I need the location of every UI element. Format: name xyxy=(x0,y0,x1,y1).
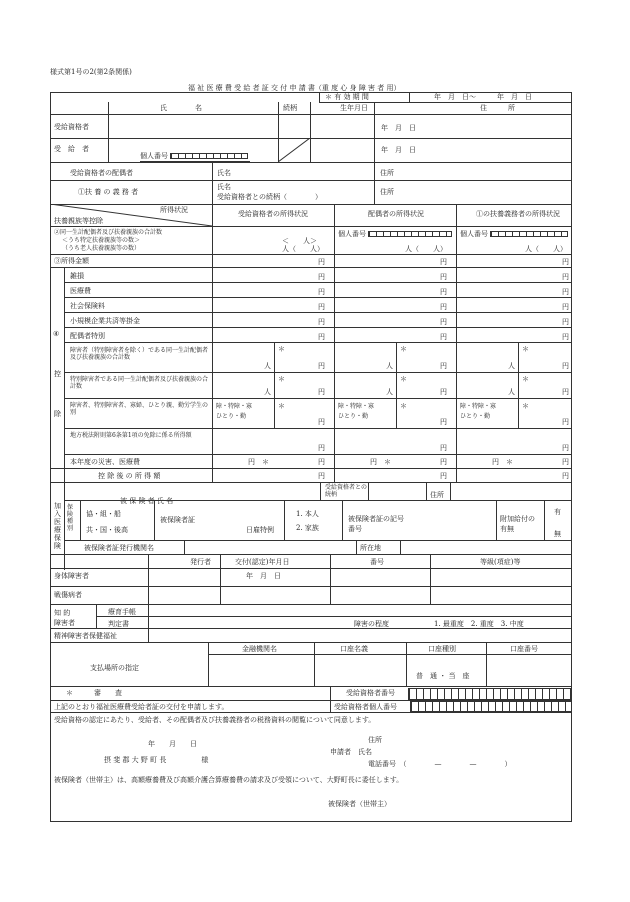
eligible-personal-label: 受給資格者個人番号 xyxy=(334,703,397,711)
judgement-label: 判定書 xyxy=(108,620,129,628)
intellectual-a: 知 的 xyxy=(54,609,71,617)
yen: 円 xyxy=(562,362,569,370)
person: 人 xyxy=(508,388,515,396)
yen: 円 xyxy=(562,388,569,396)
star: ＊ xyxy=(262,458,269,466)
row2-total: ②同一生計配偶者及び扶養親族の合計数 xyxy=(54,229,163,236)
yen: 円 xyxy=(318,333,325,341)
widow-options[interactable]: ひとり・勤 xyxy=(338,413,369,420)
star: ＊ xyxy=(522,402,529,410)
supporter-personal-no[interactable] xyxy=(490,231,568,237)
col-supporter-income: ①の扶養義務者の所得状況 xyxy=(476,210,560,218)
yen: 円 xyxy=(440,458,447,466)
application-date[interactable]: 年 月 日 xyxy=(148,740,197,748)
yen: 円 xyxy=(318,388,325,396)
person: 人 xyxy=(386,362,393,370)
consent-statement: 受給資格の認定にあたり、受給者、その配偶者及び扶養義務者の税務資料の閲覧について同意します。 xyxy=(54,716,376,724)
personal-number-boxes[interactable] xyxy=(170,153,248,159)
intellectual-b: 障害者 xyxy=(54,619,75,627)
degree-label: 障害の程度 xyxy=(354,620,389,628)
insurance-type: 保険種別 xyxy=(67,504,74,532)
ded-social: 社会保険料 xyxy=(70,302,105,310)
yen: 円 xyxy=(562,258,569,266)
account-number-header: 口座番号 xyxy=(510,645,538,653)
benefit-no[interactable]: 無 xyxy=(554,530,561,538)
yen: 円 xyxy=(440,333,447,341)
star: ＊ xyxy=(522,345,529,353)
apply-statement: 上記のとおり福祉医療費受給者証の交付を申請します。 xyxy=(54,703,229,711)
physical-date[interactable]: 年 月 日 xyxy=(246,572,281,580)
yen: 円 xyxy=(318,444,325,452)
star: ＊ xyxy=(400,402,407,410)
ded-disaster: 本年度の災害、医療費 xyxy=(70,458,140,466)
row-eligible: 受給資格者 xyxy=(54,123,89,131)
delegation-statement: 被保険者（世帯主）は、高額療養費及び高額介護合算療養費の請求及び受領について、大野町長に委任します。 xyxy=(54,776,404,784)
yen: 円 xyxy=(562,273,569,281)
yen: 円 xyxy=(440,273,447,281)
yen: 円 xyxy=(562,303,569,311)
insured-name: 被 保 険 者 氏 名 xyxy=(120,497,174,505)
mental-health: 精神障害者保健福祉 xyxy=(54,632,117,640)
number-header: 番号 xyxy=(370,558,384,566)
card-number-label: 被保険者証の記号番号 xyxy=(348,515,404,533)
validity-label: ＊ 有 効 期 間 xyxy=(325,93,369,101)
yen: 円 xyxy=(440,362,447,370)
yen: 円 xyxy=(440,303,447,311)
yen: 円 xyxy=(562,333,569,341)
insured-head-signature[interactable]: 被保険者（世帯主） xyxy=(328,800,391,808)
yen: 円 xyxy=(248,458,255,466)
yen: 円 xyxy=(440,288,447,296)
col-address: 住 所 xyxy=(480,104,515,112)
recipient-dob[interactable]: 年 月 日 xyxy=(381,146,416,154)
supporter-relation[interactable]: 受給資格者との続柄（ ） xyxy=(217,193,322,201)
supporter-label: ①扶 養 の 義 務 者 xyxy=(78,188,139,196)
row2-elderly: （うち老人扶養親族等の数） xyxy=(62,245,141,252)
applicant-address[interactable]: 住所 xyxy=(368,736,382,744)
yen: 円 xyxy=(318,418,325,426)
deduction-header: 扶養親族等控除 xyxy=(54,217,103,225)
spouse-elderly-count[interactable]: 人（ 人） xyxy=(405,245,447,253)
supporter-address[interactable]: 住所 xyxy=(380,188,394,196)
yen: 円 xyxy=(562,418,569,426)
col-name: 氏 名 xyxy=(160,104,202,112)
eligible-dob[interactable]: 年 月 日 xyxy=(381,124,416,132)
spouse-label: 受給資格者の配偶者 xyxy=(70,169,133,177)
widow-options[interactable]: ひとり・勤 xyxy=(460,413,491,420)
applicant-phone[interactable]: 電話番号 （ — — ） xyxy=(368,760,512,768)
yen: 円 xyxy=(318,258,325,266)
star: ＊ xyxy=(384,458,391,466)
account-type-options[interactable]: 普 通 ・ 当 座 xyxy=(416,672,470,680)
yen: 円 xyxy=(440,444,447,452)
row3-income: ③所得金額 xyxy=(54,257,89,265)
review-label: ＊ 審 査 xyxy=(66,689,122,697)
yen: 円 xyxy=(492,458,499,466)
family-option[interactable]: 2. 家族 xyxy=(296,524,319,532)
ded-casualty: 雑損 xyxy=(70,272,84,280)
col-spouse-income: 配偶者の所得状況 xyxy=(368,210,424,218)
after-deduction: 控 除 後 の 所 得 額 xyxy=(98,472,161,480)
yen: 円 xyxy=(562,288,569,296)
supporter-personal-no-label: 個人番号 xyxy=(460,230,488,238)
physical-disability: 身体障害者 xyxy=(54,572,89,580)
yen: 円 xyxy=(318,273,325,281)
ded-special-disabled: 特別障害者である同一生計配偶者及び扶養親族の合計数 xyxy=(70,376,209,390)
yen: 円 xyxy=(562,458,569,466)
type-b[interactable]: 共・国・後高 xyxy=(86,526,128,534)
ded-small-biz: 小規模企業共済等掛金 xyxy=(70,317,140,325)
account-name-header: 口座名義 xyxy=(340,645,368,653)
widow-options[interactable]: 障・特障・寡 xyxy=(338,403,375,410)
form-number: 様式第1号の2(第2条関係) xyxy=(50,68,132,76)
eligible-elderly-count[interactable]: 人（ 人） xyxy=(282,245,324,253)
ded-medical: 医療費 xyxy=(70,287,91,295)
spouse-name[interactable]: 氏名 xyxy=(217,169,231,177)
widow-options[interactable]: 障・特障・寡 xyxy=(460,403,497,410)
yen: 円 xyxy=(440,472,447,480)
ded-disabled: 障害者（特別障害者を除く）である同一生計配偶者及び扶養親族の合計数 xyxy=(70,347,209,361)
yen: 円 xyxy=(440,318,447,326)
person: 人 xyxy=(264,388,271,396)
issuer-header: 発行者 xyxy=(190,558,211,566)
yen: 円 xyxy=(562,472,569,480)
ded-local-tax: 地方税法附則第6条第1項の免除に係る所得額 xyxy=(70,432,192,439)
insured-address: 住所 xyxy=(430,491,444,499)
deduction-kou: 控 xyxy=(54,370,61,378)
supporter-elderly-count[interactable]: 人（ 人） xyxy=(525,245,567,253)
benefit-label: 附加給付の有無 xyxy=(500,515,535,533)
star: ＊ xyxy=(278,375,285,383)
eligible-number-boxes[interactable] xyxy=(408,688,572,700)
application-form xyxy=(50,92,572,822)
star: ＊ xyxy=(278,402,285,410)
yen: 円 xyxy=(318,318,325,326)
yen: 円 xyxy=(562,318,569,326)
person: 人 xyxy=(508,362,515,370)
yen: 円 xyxy=(318,303,325,311)
yen: 円 xyxy=(318,362,325,370)
special-daily: 日雇特例 xyxy=(246,526,274,534)
yen: 円 xyxy=(370,458,377,466)
ded-widow: 障害者、特別障害者、寡婦、ひとり親、勤労学生の別 xyxy=(70,402,209,416)
eligible-specific-count[interactable]: ＜ 人＞ xyxy=(282,237,317,245)
status-header: 所得状況 xyxy=(160,206,188,214)
spouse-personal-no-label: 個人番号 xyxy=(338,230,366,238)
star: ＊ xyxy=(506,458,513,466)
eligible-number-label: 受給資格者番号 xyxy=(346,689,395,697)
benefit-yes[interactable]: 有 xyxy=(554,508,561,516)
deduction-marker: ④ xyxy=(53,330,60,338)
insured-relation: 受給資格者との続柄 xyxy=(325,484,368,498)
yen: 円 xyxy=(440,388,447,396)
yen: 円 xyxy=(562,444,569,452)
bank-header: 金融機関名 xyxy=(242,645,277,653)
eligible-personal-boxes[interactable] xyxy=(410,701,572,712)
war-injured: 戦傷病者 xyxy=(54,591,82,599)
yen: 円 xyxy=(318,288,325,296)
date-header: 交付(認定)年月日 xyxy=(235,558,290,566)
notebook-label: 療育手帳 xyxy=(108,608,136,616)
widow-options[interactable]: ひとり・勤 xyxy=(216,413,247,420)
spouse-address[interactable]: 住所 xyxy=(380,169,394,177)
issuer-label: 被保険者証発行機関名 xyxy=(84,544,154,552)
yen: 円 xyxy=(318,458,325,466)
star: ＊ xyxy=(400,345,407,353)
row2-specific: ＜うち特定扶養親族等の数＞ xyxy=(62,237,141,244)
person: 人 xyxy=(386,388,393,396)
supporter-name[interactable]: 氏名 xyxy=(217,183,231,191)
mayor-address: 摂 斐 郡 大 野 町 長 様 xyxy=(104,756,209,764)
degree-options[interactable]: 1. 最重度 2. 重度 3. 中度 xyxy=(434,620,524,628)
ded-spouse-special: 配偶者特別 xyxy=(70,332,105,340)
yen: 円 xyxy=(318,472,325,480)
insurance-card: 被保険者証 xyxy=(160,516,195,524)
validity-value[interactable]: 年 月 日〜 年 月 日 xyxy=(434,93,532,101)
yen: 円 xyxy=(440,418,447,426)
col-relation: 続柄 xyxy=(283,104,297,112)
deduction-jo: 除 xyxy=(54,410,61,418)
self-option[interactable]: 1. 本人 xyxy=(296,510,319,518)
star: ＊ xyxy=(522,375,529,383)
spouse-personal-no[interactable] xyxy=(368,231,452,237)
applicant-name[interactable]: 申請者 氏名 xyxy=(330,748,372,756)
form-title: 福 祉 医 療 費 受 給 者 証 交 付 申 請 書（重 度 心 身 障 害 者 用） xyxy=(188,84,401,92)
col-dob: 生年月日 xyxy=(340,104,368,112)
personal-number-label: 個人番号 xyxy=(140,152,168,160)
grade-header: 等級(項症)等 xyxy=(480,558,521,566)
star: ＊ xyxy=(400,375,407,383)
widow-options[interactable]: 障・特障・寡 xyxy=(216,403,253,410)
relation-slash xyxy=(278,138,310,162)
account-type-header: 口座種別 xyxy=(428,645,456,653)
row-recipient: 受 給 者 xyxy=(54,145,89,153)
type-a[interactable]: 協・組・船 xyxy=(86,510,121,518)
star: ＊ xyxy=(278,345,285,353)
yen: 円 xyxy=(440,258,447,266)
person: 人 xyxy=(264,362,271,370)
location-label: 所在地 xyxy=(360,544,381,552)
col-eligible-income: 受給資格者の所得状況 xyxy=(238,210,308,218)
insurance-side: 加入医療保険 xyxy=(54,502,61,550)
payment-designation: 支払場所の指定 xyxy=(90,664,139,672)
